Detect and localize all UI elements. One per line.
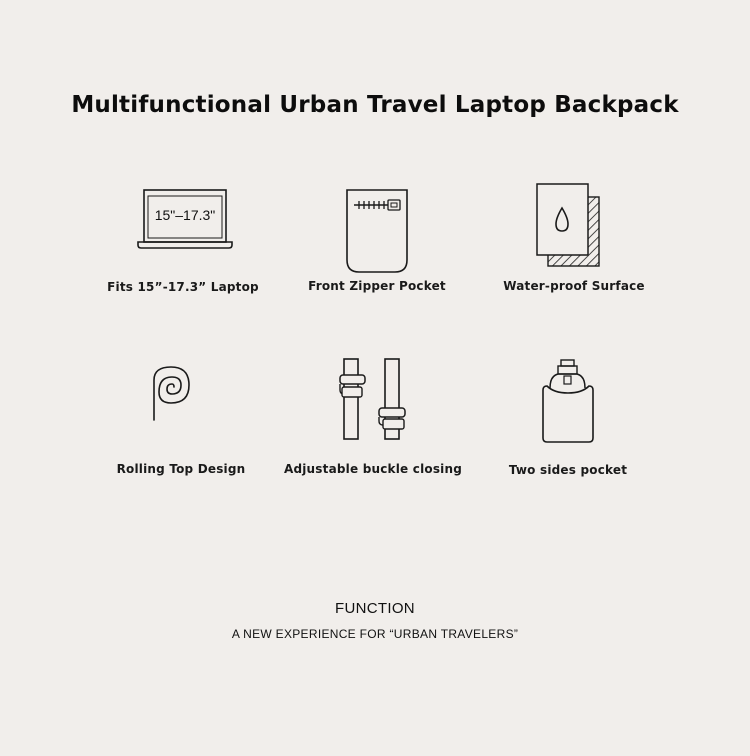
feature-label-zipper-pocket: Front Zipper Pocket (308, 279, 446, 293)
feature-label-waterproof: Water-proof Surface (503, 279, 645, 293)
zipper-pocket-icon (277, 180, 477, 280)
bottle-pocket-icon (468, 360, 668, 460)
buckle-icon (273, 360, 473, 460)
laptop-screen-text: 15"–17.3" (154, 207, 216, 223)
water-drop-icon (474, 180, 674, 280)
spiral-icon (81, 360, 281, 460)
footer-subtitle: A NEW EXPERIENCE FOR “URBAN TRAVELERS” (231, 627, 519, 641)
feature-label-laptop: Fits 15”-17.3” Laptop (107, 280, 259, 294)
laptop-icon (83, 180, 283, 280)
feature-label-buckle: Adjustable buckle closing (283, 462, 463, 476)
feature-label-side-pocket: Two sides pocket (508, 463, 628, 477)
footer-title: FUNCTION (335, 600, 415, 617)
page-title: Multifunctional Urban Travel Laptop Backpack (71, 92, 679, 118)
feature-label-rolling-top: Rolling Top Design (116, 462, 246, 476)
